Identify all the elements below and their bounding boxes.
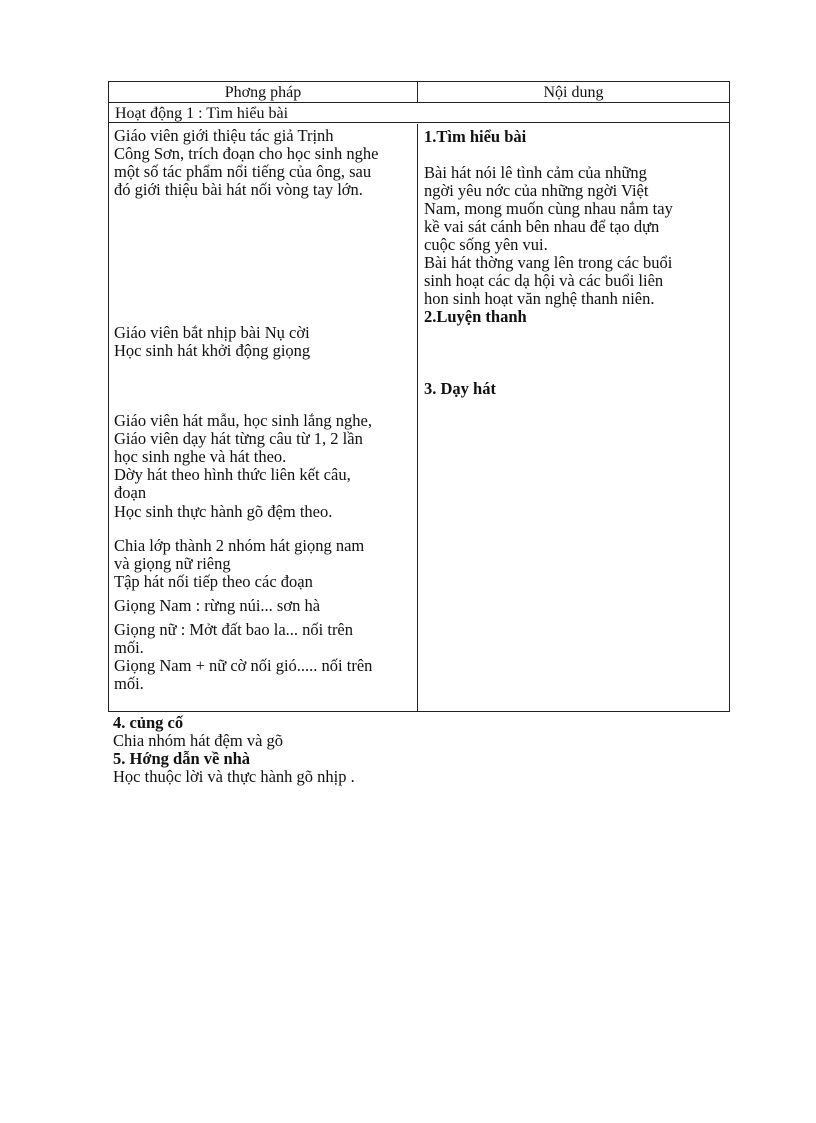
section5-text: Học thuộc lời và thực hành gõ nhịp .	[113, 767, 355, 786]
method-line: mối.	[114, 674, 144, 693]
content-line: kề vai sát cánh bên nhau để tạo dựn	[424, 217, 660, 236]
method-line: Giáo viên dạy hát từng câu từ 1, 2 lần	[114, 429, 363, 448]
method-line: Giáo viên giới thiệu tác giả Trịnh	[114, 126, 334, 145]
section5-title: 5. Hớng dẫn về nhà	[113, 749, 251, 768]
method-line: Giáo viên hát mẫu, học sinh lắng nghe,	[114, 411, 372, 430]
header-method: Phơng pháp	[109, 82, 418, 102]
content-column	[418, 124, 729, 711]
content-line: cuộc sống yên vui.	[424, 235, 548, 254]
method-line: Chia lớp thành 2 nhóm hát giọng nam	[114, 536, 365, 555]
content-line: Nam, mong muốn cùng nhau nắm tay	[424, 199, 673, 218]
section-title-teach: 3. Dạy hát	[424, 379, 496, 398]
method-line: mối.	[114, 638, 144, 657]
method-line: Giọng nữ : Mởt đất bao la... nối trên	[114, 620, 354, 639]
content-line: Bài hát thờng vang lên trong các buổi	[424, 253, 673, 272]
method-line: một số tác phẩm nổi tiếng của ông, sau	[114, 162, 372, 181]
content-line: sinh hoạt các dạ hội và các buổi liên	[424, 271, 664, 290]
method-line: Giọng Nam + nữ cờ nối gió..... nối trên	[114, 656, 373, 675]
section4-title: 4. củng cố	[113, 713, 184, 732]
header-content: Nội dung	[543, 84, 604, 101]
activity-row: Hoạt động 1 : Tìm hiểu bài	[109, 103, 729, 123]
section-title-understand: 1.Tìm hiểu bài	[424, 127, 527, 146]
method-line: Học sinh thực hành gõ đệm theo.	[114, 502, 333, 521]
method-line: Giọng Nam : rừng núi... sơn hà	[114, 596, 321, 615]
method-line: học sinh nghe và hát theo.	[114, 447, 287, 466]
content-line: ngời yêu nớc của những ngời Việt	[424, 181, 649, 200]
method-line: Tập hát nối tiếp theo các đoạn	[114, 572, 313, 591]
table-header-row	[109, 82, 729, 103]
method-line: Học sinh hát khởi động giọng	[114, 341, 311, 360]
content-line: Bài hát nói lê tình cảm của những	[424, 163, 647, 182]
method-column	[109, 124, 418, 711]
method-line: đó giới thiệu bài hát nối vòng tay lớn.	[114, 180, 363, 199]
content-line: hon sinh hoạt văn nghệ thanh niên.	[424, 289, 655, 308]
lesson-table	[108, 81, 730, 712]
method-line: Dờy hát theo hình thức liên kết câu,	[114, 465, 351, 484]
method-line: và giọng nữ riêng	[114, 554, 231, 573]
method-line: Công Sơn, trích đoạn cho học sinh nghe	[114, 144, 379, 163]
method-line: Giáo viên bắt nhịp bài Nụ cời	[114, 323, 310, 342]
section-title-warmup: 2.Luyện thanh	[424, 307, 527, 326]
section4-text: Chia nhóm hát đệm và gõ	[113, 731, 284, 750]
method-line: đoạn	[114, 483, 147, 502]
